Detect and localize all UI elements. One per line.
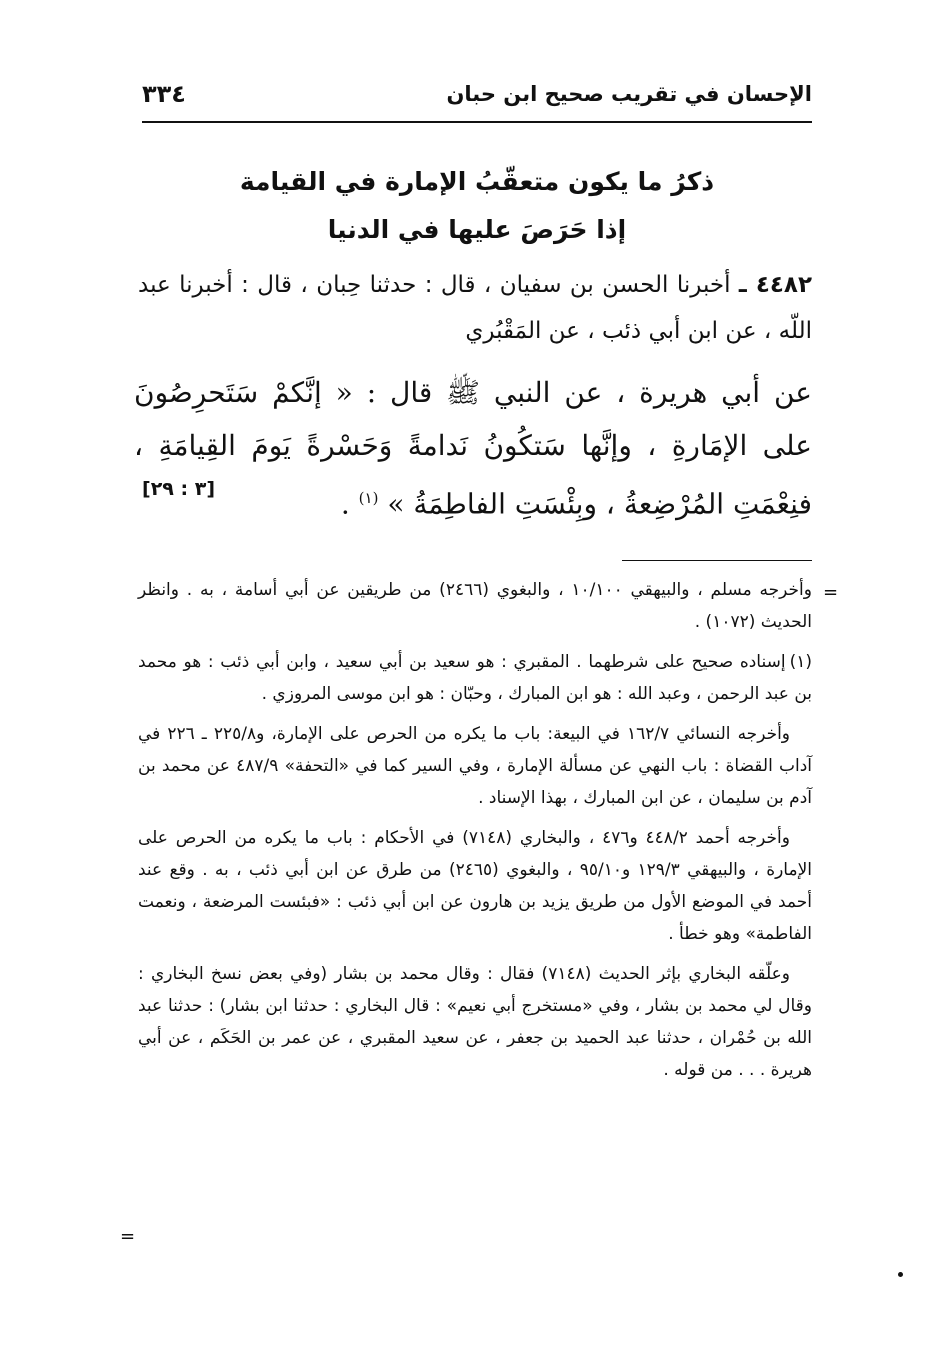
footnotes — [138, 574, 812, 1094]
page-number: ٣٣٤ — [142, 80, 186, 108]
continuation-mark: = — [823, 582, 839, 603]
footnote-marker: (١) — [358, 489, 379, 507]
footnote-1-text: إسناده صحيح على شرطهما . المقبري : هو سعيد بن أبي سعيد ، وابن أبي ذئب : هو محمد بن عبد الرحمن ، وعبد الله : هو ابن المبارك ، وحبّان : هو ابن موسى المروزي . — [138, 652, 812, 704]
hadith-isnad — [138, 262, 812, 354]
header-rule — [142, 121, 812, 123]
page-dot — [898, 1272, 903, 1277]
hadith-matn — [134, 366, 812, 530]
footnote-continuation: وأخرجه مسلم ، والبيهقي ١٠/١٠٠ ، والبغوي (٢٤٦٦) من طريقين عن أبي أسامة ، به . وانظر الحديث (١٠٧٢) . — [138, 580, 812, 632]
end-mark: = — [120, 1226, 136, 1247]
footnote-1-paragraph-1 — [138, 646, 812, 710]
book-title: الإحسان في تقريب صحيح ابن حبان — [446, 82, 812, 106]
footnote-1-paragraph-3: وأخرجه أحمد ٤٤٨/٢ و٤٧٦ ، والبخاري (٧١٤٨) في الأحكام : باب ما يكره من الحرص على الإمارة ، والبيهقي ١٢٩/٣ و٩٥/١٠ ، والبغوي (٢٤٦٥) من طرق عن ابن أبي ذئب ، به . وقع عند أحمد في الموضع الأول من طريق يزيد بن هارون عن ابن أبي ذئب : «فبئست المرضعة ، ونعمت الفاطمة» وهو خطأ . — [138, 828, 813, 944]
matn-text: عن أبي هريرة ، عن النبي ﷺ قال : « إنَّكمْ سَتَحرِصُونَ على الإمَارةِ ، وإنَّها سَتكُونُ نَدامةً وَحَسْرةً يَومَ القِيامَةِ ، فنِعْمَتِ المُرْضِعةُ ، وبِئْسَتِ الفاطِمَةُ » — [134, 376, 812, 521]
footnote-1-number: (١) — [789, 652, 812, 672]
chapter-heading-line-2: إذا حَرَصَ عليها في الدنيا — [327, 215, 627, 244]
matn-period: . — [340, 487, 350, 521]
chapter-heading — [142, 158, 812, 254]
isnad-text: أخبرنا الحسن بن سفيان ، قال : حدثنا حِبان ، قال : أخبرنا عبد اللّه ، عن ابن أبي ذئب ، عن المَقْبُري — [138, 272, 812, 344]
footnote-rule — [622, 560, 812, 561]
hadith-reference: [٣ : ٢٩] — [142, 478, 216, 500]
footnote-1-paragraph-2: وأخرجه النسائي ١٦٢/٧ في البيعة: باب ما يكره من الحرص على الإمارة، و٢٢٥/٨ ـ ٢٢٦ في آداب القضاة : باب النهي عن مسألة الإمارة ، وفي السير كما في «التحفة» ٤٨٧/٩ عن محمد بن آدم بن سليمان ، عن ابن المبارك ، بهذا الإسناد . — [138, 724, 812, 808]
running-header — [142, 78, 812, 122]
hadith-number: ٤٤٨٢ ـ — [738, 272, 812, 298]
chapter-heading-line-1: ذكرُ ما يكون متعقّبُ الإمارة في القيامة — [239, 167, 715, 196]
footnote-1-paragraph-4: وعلّقه البخاري بإثر الحديث (٧١٤٨) فقال : وقال محمد بن بشار (وفي بعض نسخ البخاري : وقال لي محمد بن بشار ، وفي «مستخرج أبي نعيم» : قال البخاري : حدثنا ابن بشار) : حدثنا عبد الله بن حُمْران ، حدثنا عبد الحميد بن جعفر ، عن سعيد المقبري ، عن عمر بن الحَكَم ، عن أبي هريرة . . . من قوله . — [138, 964, 812, 1080]
